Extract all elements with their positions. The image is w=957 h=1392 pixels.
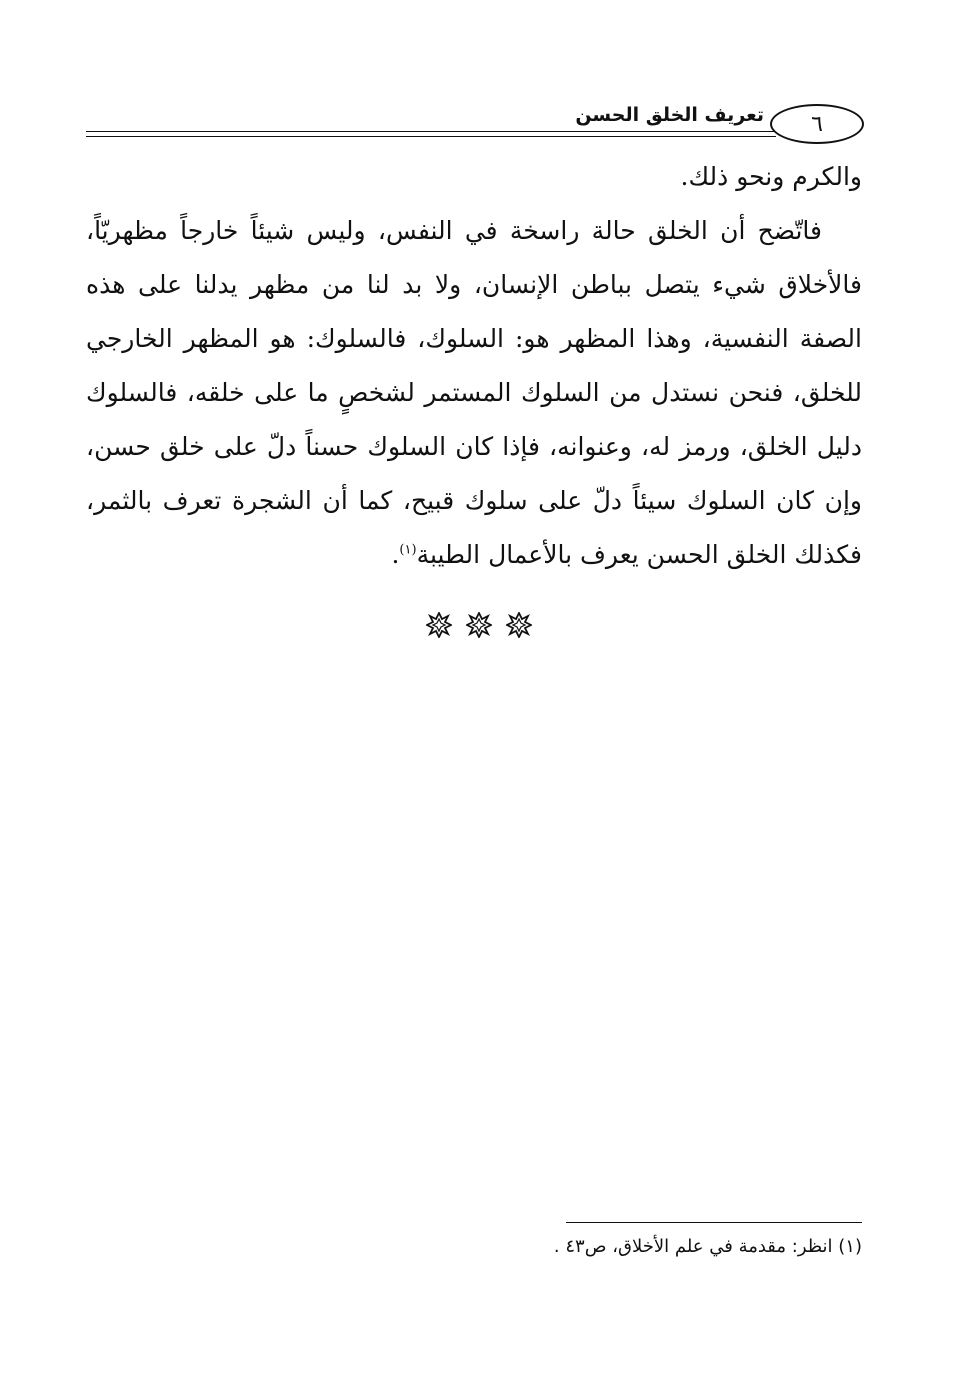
paragraph-2 <box>86 204 862 582</box>
eight-point-star-icon <box>426 612 452 638</box>
footnote: (١) انظر: مقدمة في علم الأخلاق، ص٤٣ . <box>553 1236 862 1257</box>
header-rule <box>86 131 776 137</box>
paragraph-2-text: فاتّضح أن الخلق حالة راسخة في النفس، وليس شيئاً خارجاً مظهريّاً، فالأخلاق شيء يتصل بباطن الإنسان، ولا بد لنا من مظهر يدلنا على هذه الصفة النفسية، وهذا المظهر هو: السلوك، فالسلوك: هو المظهر الخارجي للخلق، فنحن نستدل من السلوك المستمر لشخصٍ ما على خلقه، فالسلوك دليل الخلق، ورمز له، وعنوانه، فإذا كان السلوك حسناً دلّ على خلق حسن، وإن كان السلوك سيئاً دلّ على سلوك قبيح، كما أن الشجرة تعرف بالثمر، فكذلك الخلق الحسن يعرف بالأعمال الطيبة <box>86 216 862 569</box>
section-divider-ornament <box>0 612 957 638</box>
paragraph-1: والكرم ونحو ذلك. <box>680 162 862 191</box>
eight-point-star-icon <box>466 612 492 638</box>
main-text <box>86 150 862 582</box>
page-number: ٦ <box>770 104 864 144</box>
running-title: تعريف الخلق الحسن <box>575 104 764 126</box>
paragraph-2-end: . <box>391 540 400 569</box>
footnote-separator <box>566 1222 862 1223</box>
page-header <box>86 104 864 144</box>
eight-point-star-icon <box>506 612 532 638</box>
footnote-marker[interactable]: (١) <box>399 542 417 558</box>
